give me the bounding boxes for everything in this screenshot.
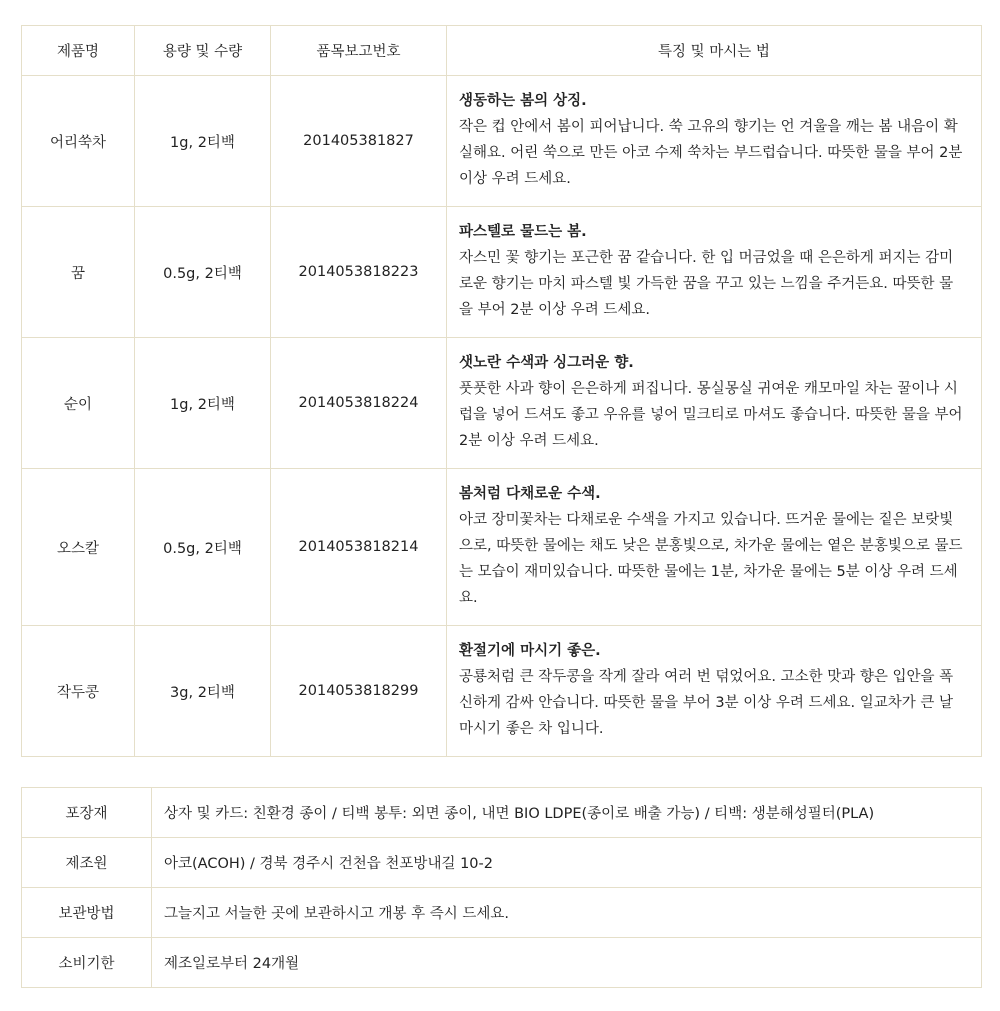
description-title: 파스텔로 물드는 봄.: [459, 224, 587, 240]
product-name: 작두콩: [22, 626, 135, 757]
product-spec-table: [21, 25, 982, 757]
product-description: [447, 207, 982, 338]
header-features: 특징 및 마시는 법: [447, 26, 982, 76]
product-name: 순이: [22, 338, 135, 469]
table-row: [22, 207, 982, 338]
description-title: 생동하는 봄의 상징.: [459, 93, 587, 109]
description-title: 봄처럼 다채로운 수색.: [459, 486, 601, 502]
info-row-packaging: [22, 788, 982, 838]
info-value: 상자 및 카드: 친환경 종이 / 티백 봉투: 외면 종이, 내면 BIO LDPE(종이로 배출 가능) / 티백: 생분해성필터(PLA): [152, 788, 982, 838]
header-volume: 용량 및 수량: [135, 26, 271, 76]
info-label: 제조원: [22, 838, 152, 888]
table-row: [22, 338, 982, 469]
product-description: [447, 338, 982, 469]
product-volume: 0.5g, 2티백: [135, 207, 271, 338]
description-title: 환절기에 마시기 좋은.: [459, 643, 601, 659]
description-body: 작은 컵 안에서 봄이 피어납니다. 쑥 고유의 향기는 언 겨울을 깨는 봄 내음이 확실해요. 어린 쑥으로 만든 아코 수제 쑥차는 부드럽습니다. 따뜻한 물을 부어 2분 이상 우려 드세요.: [459, 119, 963, 187]
product-name: 어리쑥차: [22, 76, 135, 207]
info-value: 그늘지고 서늘한 곳에 보관하시고 개봉 후 즉시 드세요.: [152, 888, 982, 938]
product-description: [447, 626, 982, 757]
info-row-manufacturer: [22, 838, 982, 888]
description-body: 풋풋한 사과 향이 은은하게 퍼집니다. 몽실몽실 귀여운 캐모마일 차는 꿀이나 시럽을 넣어 드셔도 좋고 우유를 넣어 밀크티로 마셔도 좋습니다. 따뜻한 물을 부어 2분 이상 우려 드세요.: [459, 381, 963, 449]
description-body: 아코 장미꽃차는 다채로운 수색을 가지고 있습니다. 뜨거운 물에는 짙은 보랏빛으로, 따뜻한 물에는 채도 낮은 분홍빛으로, 차가운 물에는 옅은 분홍빛으로 물드는 모습이 재미있습니다. 따뜻한 물에는 1분, 차가운 물에는 5분 이상 우려 드세요.: [459, 512, 963, 606]
product-report-number: 2014053818224: [271, 338, 447, 469]
product-volume: 0.5g, 2티백: [135, 469, 271, 626]
description-title: 샛노란 수색과 싱그러운 향.: [459, 355, 634, 371]
info-value: 제조일로부터 24개월: [152, 938, 982, 988]
product-report-number: 2014053818214: [271, 469, 447, 626]
product-description: [447, 469, 982, 626]
header-product-name: 제품명: [22, 26, 135, 76]
product-info-table: [21, 787, 982, 988]
product-volume: 3g, 2티백: [135, 626, 271, 757]
description-body: 공룡처럼 큰 작두콩을 작게 잘라 여러 번 덖었어요. 고소한 맛과 향은 입안을 폭신하게 감싸 안습니다. 따뜻한 물을 부어 3분 이상 우려 드세요. 일교차가 큰 날 마시기 좋은 차 입니다.: [459, 669, 954, 737]
info-label: 보관방법: [22, 888, 152, 938]
info-label: 소비기한: [22, 938, 152, 988]
table-row: [22, 469, 982, 626]
product-name: 꿈: [22, 207, 135, 338]
info-value: 아코(ACOH) / 경북 경주시 건천읍 천포방내길 10-2: [152, 838, 982, 888]
description-body: 자스민 꽃 향기는 포근한 꿈 같습니다. 한 입 머금었을 때 은은하게 퍼지는 감미로운 향기는 마치 파스텔 빛 가득한 꿈을 꾸고 있는 느낌을 주거든요. 따뜻한 물을 부어 2분 이상 우려 드세요.: [459, 250, 954, 318]
table-row: [22, 626, 982, 757]
info-row-storage: [22, 888, 982, 938]
product-report-number: 2014053818223: [271, 207, 447, 338]
product-description: [447, 76, 982, 207]
product-volume: 1g, 2티백: [135, 76, 271, 207]
table-header-row: [22, 26, 982, 76]
product-name: 오스칼: [22, 469, 135, 626]
product-report-number: 201405381827: [271, 76, 447, 207]
table-row: [22, 76, 982, 207]
product-volume: 1g, 2티백: [135, 338, 271, 469]
info-row-expiry: [22, 938, 982, 988]
header-report-number: 품목보고번호: [271, 26, 447, 76]
info-label: 포장재: [22, 788, 152, 838]
product-report-number: 2014053818299: [271, 626, 447, 757]
